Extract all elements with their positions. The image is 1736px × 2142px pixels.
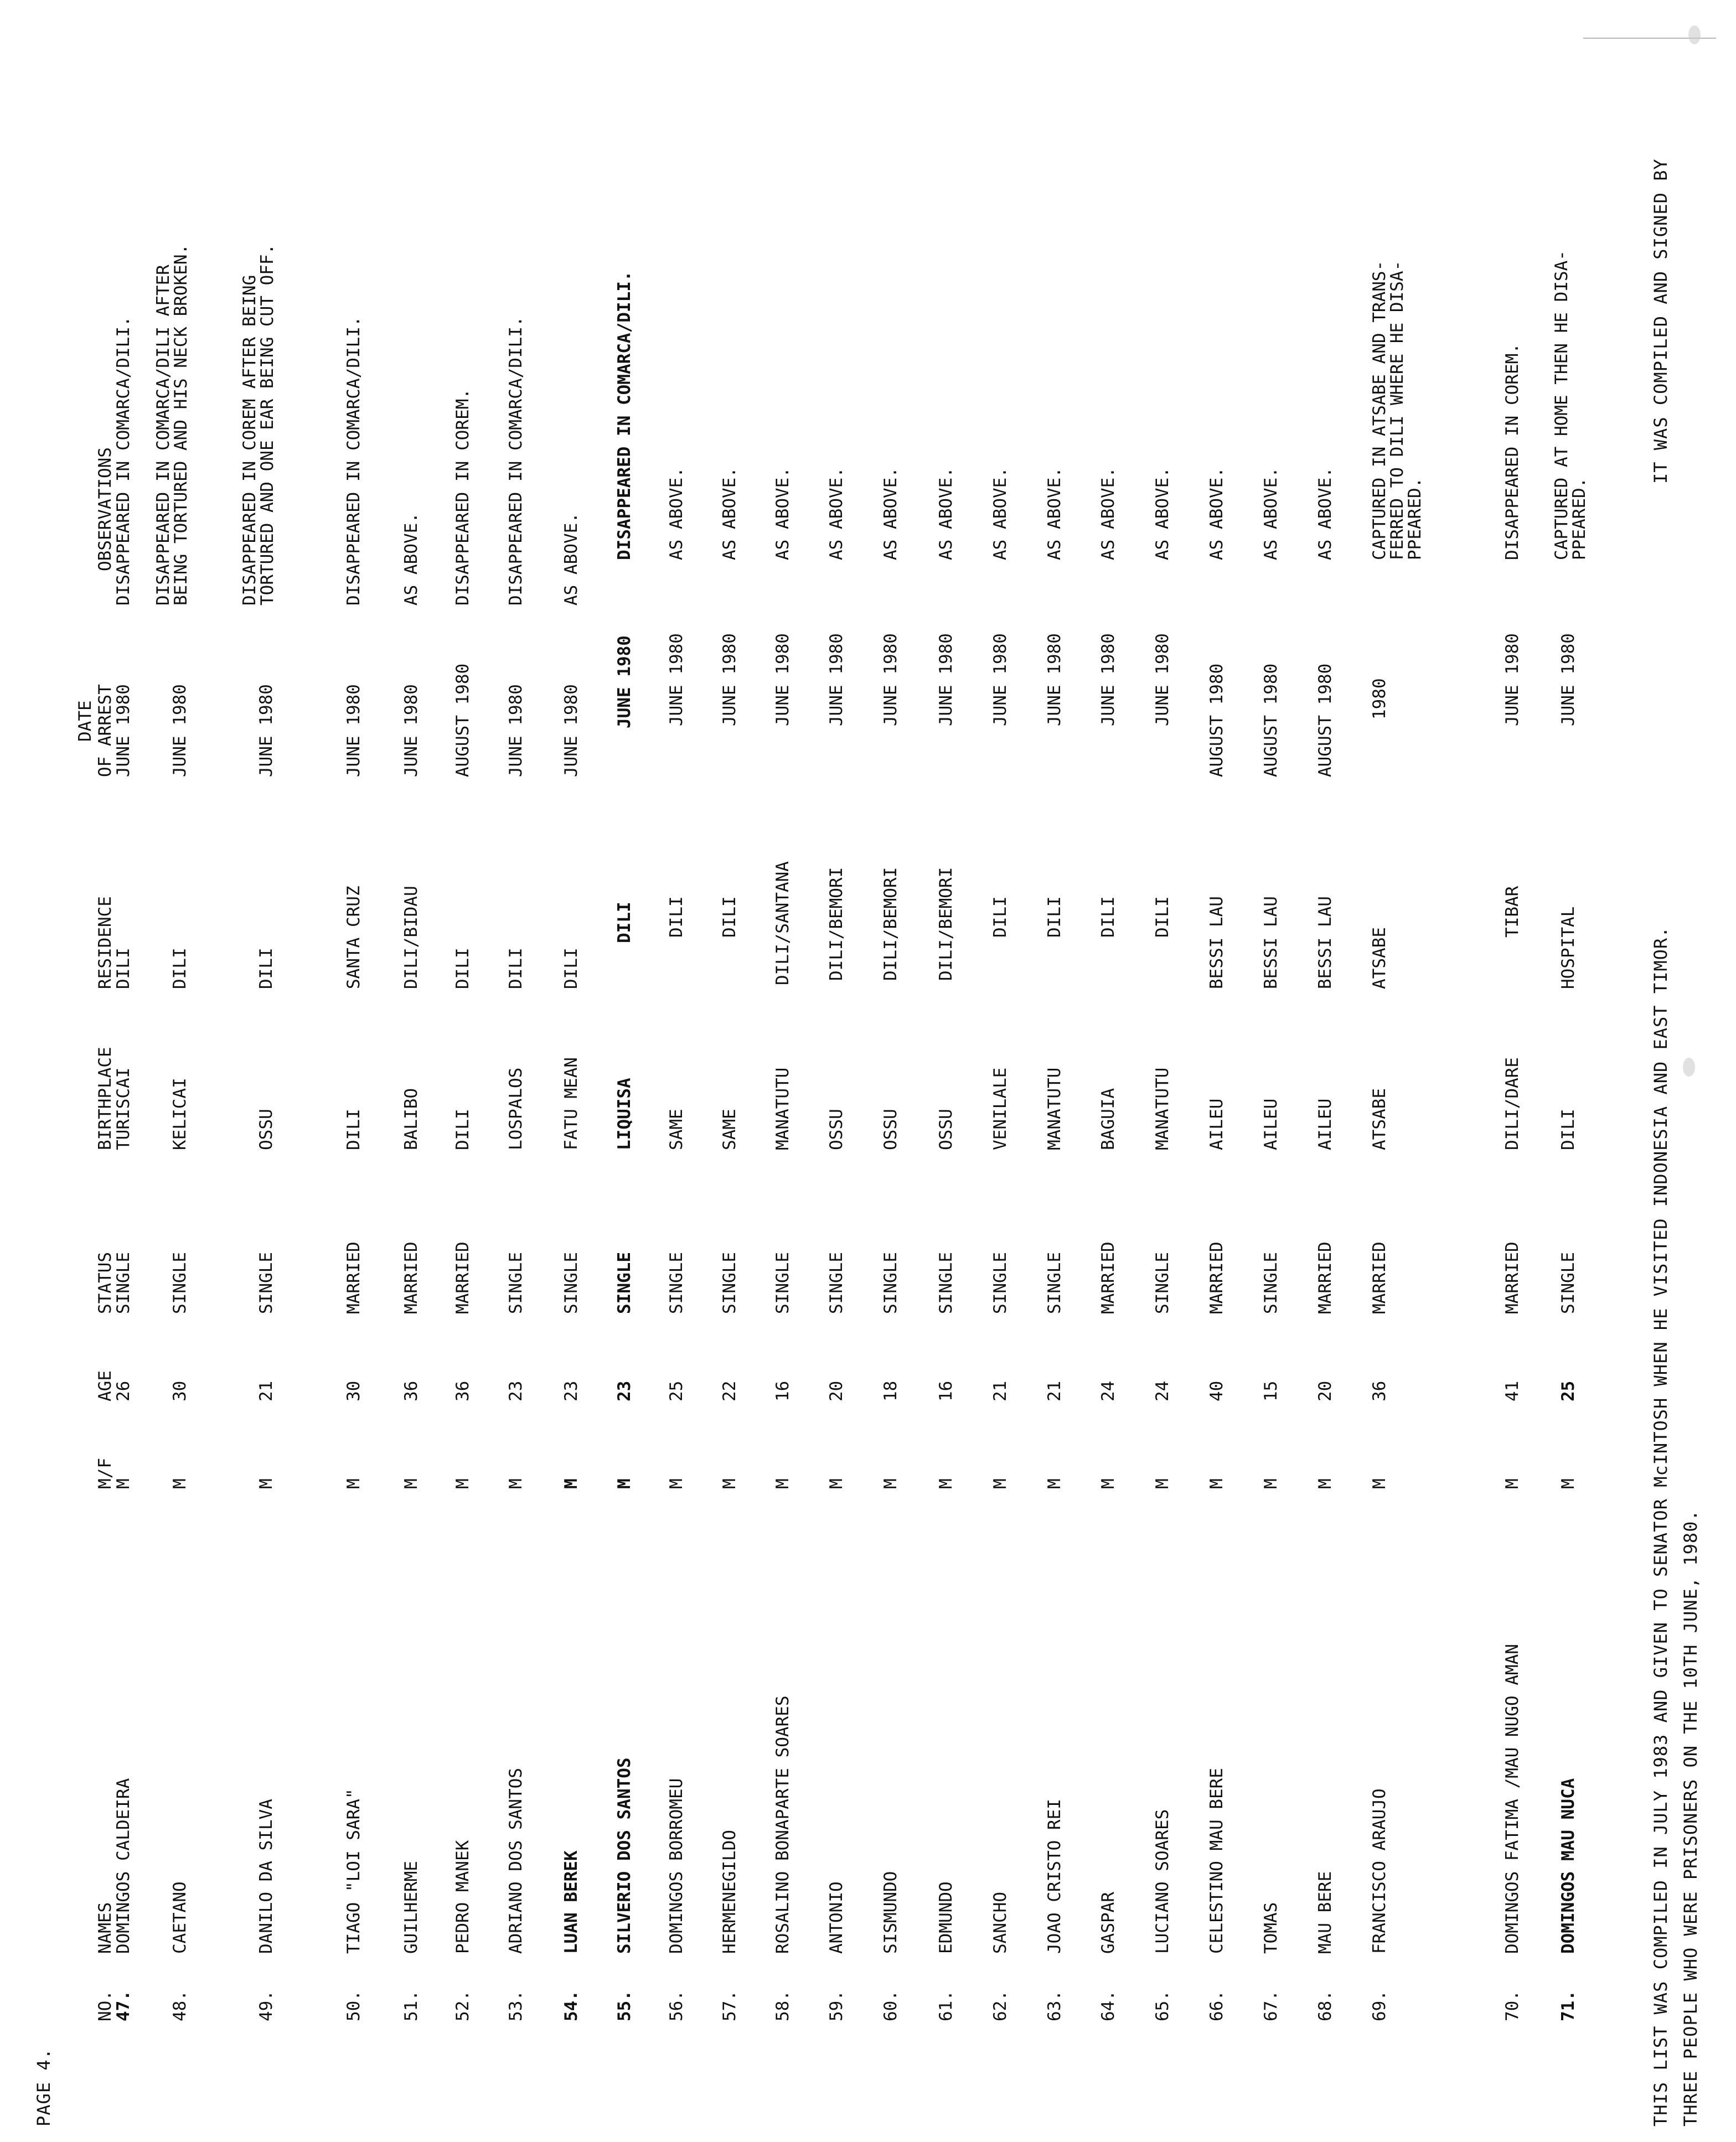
row-residence: DILI: [720, 896, 740, 938]
row-birthplace: MANATUTU: [1153, 1067, 1172, 1150]
row-status: SINGLE: [614, 1252, 634, 1314]
row-sex: M: [1370, 1478, 1389, 1489]
row-date-of-arrest: JUNE 1980: [1153, 633, 1172, 726]
row-age: 25: [666, 1380, 686, 1401]
row-sex: M: [666, 1478, 686, 1489]
row-name: CELESTINO MAU BERE: [1207, 1768, 1227, 1954]
row-observations: AS ABOVE.: [1045, 467, 1065, 560]
row-age: 24: [1153, 1380, 1172, 1401]
row-date-of-arrest: JUNE 1980: [113, 684, 133, 777]
row-birthplace: AILEU: [1261, 1098, 1281, 1150]
row-birthplace: VENILALE: [990, 1067, 1010, 1150]
header-status: STATUS: [95, 1252, 115, 1314]
row-date-of-arrest: JUNE 1980: [506, 684, 526, 777]
row-name: GASPAR: [1098, 1892, 1118, 1954]
row-observations: CAPTURED IN ATSABE AND TRANS- FERRED TO DILI WHERE HE DISA- PPEARED.: [1370, 260, 1425, 560]
row-date-of-arrest: AUGUST 1980: [1261, 663, 1281, 777]
row-number: 53.: [506, 1990, 526, 2021]
row-status: SINGLE: [666, 1252, 686, 1314]
row-status: MARRIED: [1098, 1241, 1118, 1314]
row-sex: M: [936, 1478, 956, 1489]
row-number: 50.: [344, 1990, 364, 2021]
row-date-of-arrest: JUNE 1980: [1098, 633, 1118, 726]
row-date-of-arrest: JUNE 1980: [990, 633, 1010, 726]
row-observations: DISAPPEARED IN COREM AFTER BEING TORTURED AND ONE EAR BEING CUT OFF.: [240, 244, 277, 606]
row-observations: AS ABOVE.: [881, 467, 901, 560]
row-observations: AS ABOVE.: [1153, 467, 1172, 560]
row-residence: DILI: [256, 948, 276, 989]
row-status: SINGLE: [561, 1252, 581, 1314]
row-residence: HOSPITAL: [1558, 906, 1578, 989]
row-birthplace: TURISCAI: [113, 1067, 133, 1150]
row-birthplace: OSSU: [881, 1109, 901, 1150]
row-sex: M: [1315, 1478, 1335, 1489]
row-name: FRANCISCO ARAUJO: [1370, 1788, 1389, 1954]
row-birthplace: SAME: [720, 1109, 740, 1150]
row-residence: DILI: [666, 896, 686, 938]
row-sex: M: [826, 1478, 846, 1489]
row-name: ADRIANO DOS SANTOS: [506, 1768, 526, 1954]
row-age: 23: [614, 1380, 634, 1401]
header-date-line2: OF ARREST: [95, 684, 115, 777]
row-date-of-arrest: JUNE 1980: [561, 684, 581, 777]
row-number: 60.: [881, 1990, 901, 2021]
row-number: 57.: [720, 1990, 740, 2021]
row-sex: M: [170, 1478, 190, 1489]
row-sex: M: [401, 1478, 421, 1489]
row-birthplace: MANATUTU: [773, 1067, 793, 1150]
row-status: SINGLE: [1045, 1252, 1065, 1314]
row-observations: DISAPPEARED IN COMARCA/DILI.: [344, 316, 364, 606]
row-date-of-arrest: JUNE 1980: [1502, 633, 1522, 726]
row-date-of-arrest: JUNE 1980: [170, 684, 190, 777]
row-name: ANTONIO: [826, 1881, 846, 1954]
row-sex: M: [1261, 1478, 1281, 1489]
row-name: JOAO CRISTO REI: [1045, 1799, 1065, 1954]
row-birthplace: DILI: [1558, 1109, 1578, 1150]
row-status: SINGLE: [720, 1252, 740, 1314]
row-birthplace: OSSU: [826, 1109, 846, 1150]
row-sex: M: [506, 1478, 526, 1489]
row-date-of-arrest: AUGUST 1980: [453, 663, 473, 777]
row-birthplace: SAME: [666, 1109, 686, 1150]
row-observations: DISAPPEARED IN COREM.: [453, 389, 473, 606]
row-sex: M: [561, 1478, 581, 1489]
row-date-of-arrest: JUNE 1980: [344, 684, 364, 777]
row-name: LUAN BEREK: [561, 1850, 581, 1954]
row-number: 66.: [1207, 1990, 1227, 2021]
row-birthplace: DILI/DARE: [1502, 1057, 1522, 1150]
row-residence: DILI: [453, 948, 473, 989]
row-sex: M: [1098, 1478, 1118, 1489]
row-birthplace: OSSU: [256, 1109, 276, 1150]
row-age: 41: [1502, 1380, 1522, 1401]
row-age: 25: [1558, 1380, 1578, 1401]
row-number: 49.: [256, 1990, 276, 2021]
row-residence: DILI/BEMORI: [881, 867, 901, 981]
row-name: SANCHO: [990, 1892, 1010, 1954]
row-birthplace: FATU MEAN: [561, 1057, 581, 1150]
row-sex: M: [720, 1478, 740, 1489]
row-number: 65.: [1153, 1990, 1172, 2021]
row-date-of-arrest: JUNE 1980: [256, 684, 276, 777]
footer-note-line1-continued: IT WAS COMPILED AND SIGNED BY: [1650, 158, 1671, 484]
header-mf: M/F: [95, 1458, 115, 1489]
row-age: 16: [936, 1380, 956, 1401]
row-number: 67.: [1261, 1990, 1281, 2021]
row-observations: AS ABOVE.: [990, 467, 1010, 560]
row-number: 47.: [113, 1990, 133, 2021]
row-sex: M: [1502, 1478, 1522, 1489]
row-name: EDMUNDO: [936, 1881, 956, 1954]
header-date-line1: DATE: [75, 700, 95, 742]
row-residence: DILI: [113, 948, 133, 989]
row-residence: BESSI LAU: [1207, 896, 1227, 989]
row-date-of-arrest: JUNE 1980: [666, 633, 686, 726]
row-sex: M: [773, 1478, 793, 1489]
row-observations: AS ABOVE.: [773, 467, 793, 560]
row-birthplace: KELICAI: [170, 1078, 190, 1150]
row-age: 30: [344, 1380, 364, 1401]
row-birthplace: ATSABE: [1370, 1088, 1389, 1150]
row-status: MARRIED: [1315, 1241, 1335, 1314]
row-number: 58.: [773, 1990, 793, 2021]
row-age: 18: [881, 1380, 901, 1401]
row-residence: DILI/BEMORI: [936, 867, 956, 981]
row-birthplace: MANATUTU: [1045, 1067, 1065, 1150]
row-number: 70.: [1502, 1990, 1522, 2021]
row-observations: AS ABOVE.: [1261, 467, 1281, 560]
row-age: 21: [256, 1380, 276, 1401]
row-birthplace: DILI: [344, 1109, 364, 1150]
row-date-of-arrest: 1980: [1370, 678, 1389, 720]
row-residence: TIBAR: [1502, 886, 1522, 938]
row-residence: BESSI LAU: [1261, 896, 1281, 989]
row-status: MARRIED: [1502, 1241, 1522, 1314]
header-birthplace: BIRTHPLACE: [95, 1047, 115, 1150]
row-sex: M: [1045, 1478, 1065, 1489]
row-date-of-arrest: JUNE 1980: [1558, 633, 1578, 726]
page-label: PAGE 4.: [33, 2048, 54, 2127]
row-observations: CAPTURED AT HOME THEN HE DISA- PPEARED.: [1552, 250, 1589, 560]
row-status: SINGLE: [1261, 1252, 1281, 1314]
header-observations: OBSERVATIONS: [95, 447, 115, 571]
row-age: 16: [773, 1380, 793, 1401]
row-age: 21: [1045, 1380, 1065, 1401]
row-birthplace: AILEU: [1315, 1098, 1335, 1150]
row-residence: DILI: [1045, 896, 1065, 938]
row-age: 23: [561, 1380, 581, 1401]
footer-note-line2: THREE PEOPLE WHO WERE PRISONERS ON THE 10TH JUNE, 1980.: [1680, 1509, 1701, 2127]
row-age: 21: [990, 1380, 1010, 1401]
row-observations: DISAPPEARED IN COMARCA/DILI.: [113, 316, 133, 606]
row-date-of-arrest: JUNE 1980: [1045, 633, 1065, 726]
row-sex: M: [881, 1478, 901, 1489]
row-name: DOMINGOS BORROMEU: [666, 1778, 686, 1954]
row-sex: M: [1558, 1478, 1578, 1489]
row-observations: AS ABOVE.: [1207, 467, 1227, 560]
row-number: 63.: [1045, 1990, 1065, 2021]
row-date-of-arrest: JUNE 1980: [614, 635, 634, 728]
row-number: 71.: [1558, 1990, 1578, 2021]
row-number: 55.: [614, 1990, 634, 2021]
scan-speck: [1683, 1058, 1695, 1077]
row-observations: AS ABOVE.: [666, 467, 686, 560]
row-sex: M: [453, 1478, 473, 1489]
row-status: MARRIED: [344, 1241, 364, 1314]
row-observations: AS ABOVE.: [561, 513, 581, 606]
row-residence: DILI: [1153, 896, 1172, 938]
row-number: 68.: [1315, 1990, 1335, 2021]
row-birthplace: DILI: [453, 1109, 473, 1150]
row-birthplace: BAGUIA: [1098, 1088, 1118, 1150]
row-name: DANILO DA SILVA: [256, 1799, 276, 1954]
row-status: SINGLE: [256, 1252, 276, 1314]
header-no: NO.: [95, 1990, 115, 2021]
row-age: 36: [401, 1380, 421, 1401]
header-age: AGE: [95, 1370, 115, 1401]
header-residence: RESIDENCE: [95, 896, 115, 989]
row-name: TOMAS: [1261, 1902, 1281, 1954]
row-age: 24: [1098, 1380, 1118, 1401]
row-sex: M: [256, 1478, 276, 1489]
row-date-of-arrest: JUNE 1980: [881, 633, 901, 726]
row-residence: DILI: [1098, 896, 1118, 938]
row-birthplace: LIQUISA: [614, 1078, 634, 1150]
row-age: 36: [1370, 1380, 1389, 1401]
row-date-of-arrest: JUNE 1980: [720, 633, 740, 726]
row-residence: BESSI LAU: [1315, 896, 1335, 989]
row-residence: DILI/BEMORI: [826, 867, 846, 981]
footer-note-line1: THIS LIST WAS COMPILED IN JULY 1983 AND GIVEN TO SENATOR McINTOSH WHEN HE VISITED INDONESIA AND EAST TIMOR.: [1650, 926, 1671, 2127]
row-age: 40: [1207, 1380, 1227, 1401]
row-age: 23: [506, 1380, 526, 1401]
row-date-of-arrest: JUNE 1980: [773, 633, 793, 726]
row-birthplace: BALIBO: [401, 1088, 421, 1150]
row-sex: M: [990, 1478, 1010, 1489]
row-observations: DISAPPEARED IN COMARCA/DILI.: [506, 316, 526, 606]
row-age: 15: [1261, 1380, 1281, 1401]
row-observations: AS ABOVE.: [1098, 467, 1118, 560]
row-status: SINGLE: [826, 1252, 846, 1314]
row-observations: AS ABOVE.: [720, 467, 740, 560]
row-age: 26: [113, 1380, 133, 1401]
row-number: 62.: [990, 1990, 1010, 2021]
row-status: SINGLE: [506, 1252, 526, 1314]
row-status: SINGLE: [990, 1252, 1010, 1314]
row-sex: M: [614, 1478, 634, 1489]
row-sex: M: [1153, 1478, 1172, 1489]
row-observations: AS ABOVE.: [936, 467, 956, 560]
row-status: SINGLE: [1558, 1252, 1578, 1314]
row-name: LUCIANO SOARES: [1153, 1809, 1172, 1954]
row-name: DOMINGOS CALDEIRA: [113, 1778, 133, 1954]
row-age: 20: [826, 1380, 846, 1401]
row-status: MARRIED: [453, 1241, 473, 1314]
row-name: DOMINGOS FATIMA /MAU NUGO AMAN: [1502, 1644, 1522, 1954]
row-age: 36: [453, 1380, 473, 1401]
row-observations: AS ABOVE.: [1315, 467, 1335, 560]
row-residence: DILI/SANTANA: [773, 861, 793, 985]
row-number: 59.: [826, 1990, 846, 2021]
row-status: SINGLE: [170, 1252, 190, 1314]
row-date-of-arrest: AUGUST 1980: [1207, 663, 1227, 777]
row-observations: DISAPPEARED IN COREM.: [1502, 343, 1522, 560]
row-residence: DILI: [506, 948, 526, 989]
row-sex: M: [1207, 1478, 1227, 1489]
row-name: GUILHERME: [401, 1861, 421, 1954]
row-observations: DISAPPEARED IN COMARCA/DILI AFTER BEING TORTURED AND HIS NECK BROKEN.: [153, 244, 191, 606]
row-birthplace: LOSPALOS: [506, 1067, 526, 1150]
row-name: PEDRO MANEK: [453, 1840, 473, 1954]
row-observations: AS ABOVE.: [826, 467, 846, 560]
row-status: SINGLE: [936, 1252, 956, 1314]
row-birthplace: OSSU: [936, 1109, 956, 1150]
row-number: 56.: [666, 1990, 686, 2021]
row-residence: DILI: [614, 902, 634, 943]
row-status: MARRIED: [401, 1241, 421, 1314]
row-age: 20: [1315, 1380, 1335, 1401]
row-status: SINGLE: [1153, 1252, 1172, 1314]
row-name: SILVERIO DOS SANTOS: [614, 1757, 634, 1954]
row-status: MARRIED: [1370, 1241, 1389, 1314]
row-number: 69.: [1370, 1990, 1389, 2021]
row-residence: ATSABE: [1370, 927, 1389, 989]
row-birthplace: AILEU: [1207, 1098, 1227, 1150]
row-name: CAETANO: [170, 1881, 190, 1954]
row-number: 52.: [453, 1990, 473, 2021]
row-name: ROSALINO BONAPARTE SOARES: [773, 1695, 793, 1954]
row-sex: M: [344, 1478, 364, 1489]
row-age: 30: [170, 1380, 190, 1401]
row-status: MARRIED: [1207, 1241, 1227, 1314]
row-number: 54.: [561, 1990, 581, 2021]
row-number: 64.: [1098, 1990, 1118, 2021]
row-date-of-arrest: AUGUST 1980: [1315, 663, 1335, 777]
row-name: DOMINGOS MAU NUCA: [1558, 1778, 1578, 1954]
row-residence: SANTA CRUZ: [344, 886, 364, 989]
row-status: SINGLE: [113, 1252, 133, 1314]
header-names: NAMES: [95, 1902, 115, 1954]
row-sex: M: [113, 1478, 133, 1489]
row-status: SINGLE: [881, 1252, 901, 1314]
row-number: 51.: [401, 1990, 421, 2021]
row-residence: DILI: [561, 948, 581, 989]
row-residence: DILI: [990, 896, 1010, 938]
row-name: HERMENEGILDO: [720, 1830, 740, 1954]
row-observations: DISAPPEARED IN COMARCA/DILI.: [614, 271, 634, 560]
row-observations: AS ABOVE.: [401, 513, 421, 606]
row-date-of-arrest: JUNE 1980: [936, 633, 956, 726]
row-age: 22: [720, 1380, 740, 1401]
row-residence: DILI/BIDAU: [401, 886, 421, 989]
row-residence: DILI: [170, 948, 190, 989]
row-name: MAU BERE: [1315, 1871, 1335, 1954]
row-number: 48.: [170, 1990, 190, 2021]
row-number: 61.: [936, 1990, 956, 2021]
row-date-of-arrest: JUNE 1980: [826, 633, 846, 726]
scan-speck: [1688, 25, 1701, 44]
row-name: SISMUNDO: [881, 1871, 901, 1954]
row-status: SINGLE: [773, 1252, 793, 1314]
row-name: TIAGO "LOI SARA": [344, 1788, 364, 1954]
row-date-of-arrest: JUNE 1980: [401, 684, 421, 777]
